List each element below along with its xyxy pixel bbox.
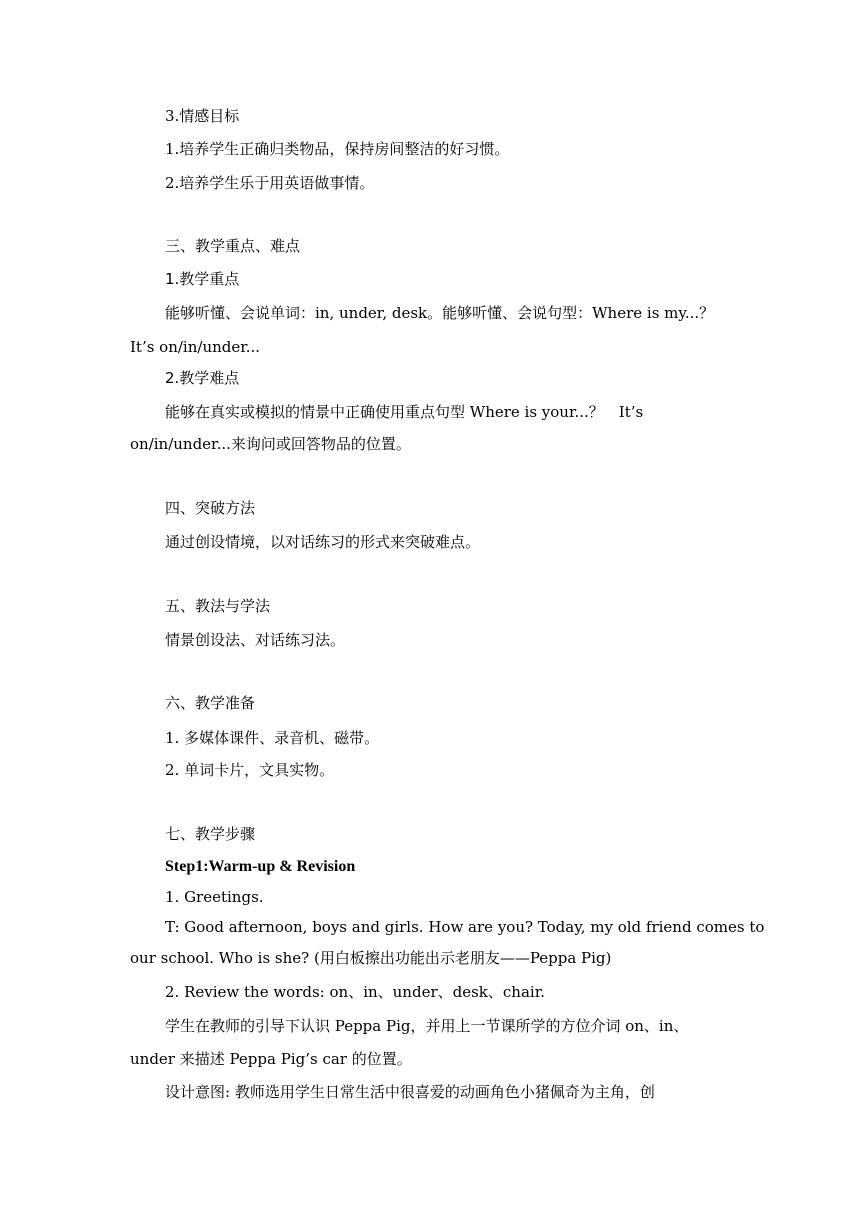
section-4-text: 通过创设情境，以对话练习的形式来突破难点。 xyxy=(165,533,481,551)
section-7-heading: 七、教学步骤 xyxy=(165,825,256,843)
teacher-line-1: T: Good afternoon, boys and girls. How are you? Today, my old friend comes to xyxy=(165,918,765,936)
section-4-heading: 四、突破方法 xyxy=(165,499,256,517)
student-activity-line-1: 学生在教师的引导下认识 Peppa Pig，并用上一节课所学的方位介词 on、in、 xyxy=(165,1017,689,1035)
affect-goal-heading: 3.情感目标 xyxy=(165,107,240,125)
section-6-item-2: 2. 单词卡片，文具实物。 xyxy=(165,761,335,779)
greetings-item: 1. Greetings. xyxy=(165,888,264,906)
section-5-heading: 五、教法与学法 xyxy=(165,597,271,615)
review-item: 2. Review the words: on、in、under、desk、chair. xyxy=(165,983,545,1001)
section-3-heading: 三、教学重点、难点 xyxy=(165,237,301,255)
design-intent-line-1: 设计意图: 教师选用学生日常生活中很喜爱的动画角色小猪佩奇为主角，创 xyxy=(165,1083,655,1101)
student-activity-line-2: under 来描述 Peppa Pig’s car 的位置。 xyxy=(130,1050,412,1068)
difficulty-text-1: 能够在真实或模拟的情景中正确使用重点句型 Where is your...？ It’s xyxy=(165,403,644,421)
difficulty-text-2: on/in/under...来询问或回答物品的位置。 xyxy=(130,435,411,453)
section-6-heading: 六、教学准备 xyxy=(165,694,256,712)
section-5-text: 情景创设法、对话练习法。 xyxy=(165,631,346,649)
affect-goal-item-2: 2.培养学生乐于用英语做事情。 xyxy=(165,174,375,192)
section-6-item-1: 1. 多媒体课件、录音机、磁带。 xyxy=(165,729,380,747)
affect-goal-item-1: 1.培养学生正确归类物品，保持房间整洁的好习惯。 xyxy=(165,140,510,158)
difficulty-heading: 2.教学难点 xyxy=(165,369,240,387)
key-point-text-1: 能够听懂、会说单词：in, under, desk。能够听懂、会说句型：Where is my...？ xyxy=(165,304,715,322)
step1-heading: Step1:Warm-up & Revision xyxy=(165,858,356,875)
key-point-heading: 1.教学重点 xyxy=(165,270,240,288)
teacher-line-2: our school. Who is she? (用白板擦出功能出示老朋友——Peppa Pig) xyxy=(130,949,612,967)
key-point-text-2: It’s on/in/under... xyxy=(130,338,261,356)
